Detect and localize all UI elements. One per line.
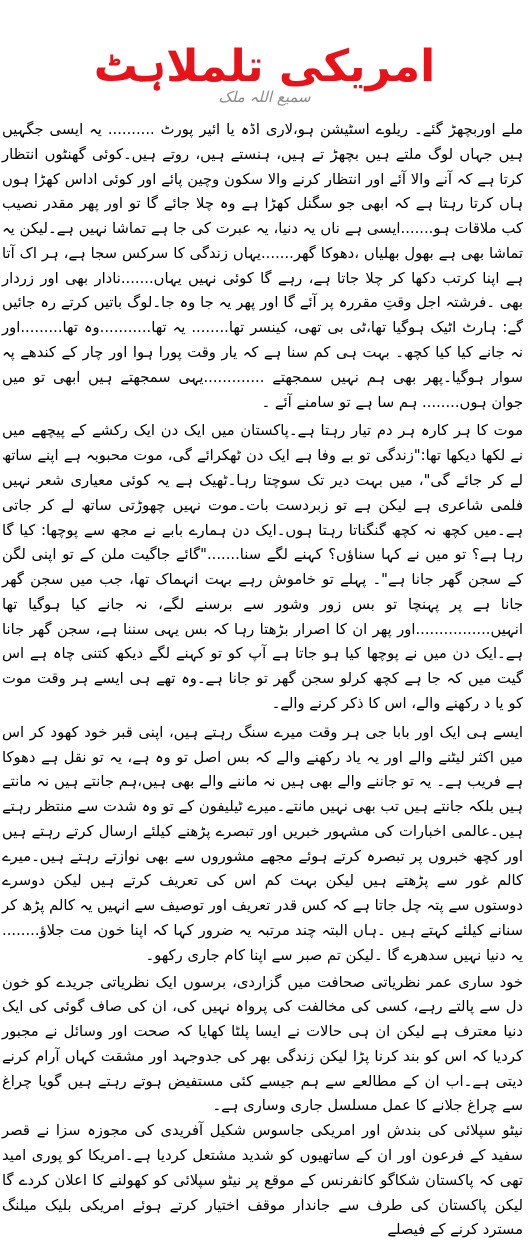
paragraph-1 xyxy=(2,118,523,415)
paragraph-text: ایسے ہی ایک اور بابا جی ہر وقت میرے سنگ رہتے ہیں، اپنی قبر خود کھود کر اس میں اکثر لیٹنے والے اور یہ یاد رکھنے والے کہ بس اصل تو وہ ہے، یہ تو نقل ہے دھوکا ہے فریب ہے۔ یہ تو جاننے والے بھی ہیں نہ ماننے والے بھی ہیں،ہم جانتے ہیں نہ مانتے ہیں بلکہ جانتے ہیں تب بھی نہیں مانتے۔میرے ٹیلیفون کے تو وہ شدت سے منتظر رہتے ہیں۔عالمی اخبارات کی مشہور خبریں اور تبصرے پڑھنے کیلئے ارسال کرتے رہتے ہیں اور کچھ خبروں پر تبصرہ کرتے ہوئے مجھے مشوروں سے بھی نوازتے رہتے ہیں۔میرے کالم غور سے پڑھتے ہیں لیکن بہت کم اس کی تعریف کرتے ہیں لیکن دوسرے دوستوں سے پتہ چل جاتا ہے کہ کس قدر تعریف اور توصیف سے انہیں یہ کالم پڑھ کر سنانے کیلئے کہتے ہیں ۔ہاں البتہ چند مرتبہ یہ ضرور کہا کہ اپنا خون مت جلاؤ........ یہ دنیا نہیں سدھرے گا ۔لیکن تم صبر سے اپنا کام جاری رکھو۔ xyxy=(2,723,523,964)
paragraph-4 xyxy=(2,971,523,1120)
paragraph-text: نیٹو سپلائی کی بندش اور امریکی جاسوس شکیل آفریدی کی مجوزہ سزا نے قصر سفید کے فرعون اور ان کے ساتھیوں کو شدید مشتعل کردیا ہے۔امریکا کو پوری امید تھی کہ پاکستان شکاگو کانفرنس کے موقع پر نیٹو سپلائی کو کھولنے کا اعلان کردے گا لیکن پاکستان کی طرف سے جاندار موقف اختیار کرتے ہوئے امریکی بلیک میلنگ مسترد کرنے کے فیصلے xyxy=(2,1122,523,1239)
paragraph-text: خود ساری عمر نظریاتی صحافت میں گزاردی، برسوں ایک نظریاتی جریدے کو خون دل سے پالتے رہے، کسی کی مخالفت کی پرواہ نہیں کی، ان کی صاف گوئی کی ایک دنیا معترف ہے لیکن ان ہی حالات نے ایسا پلٹا کھایا کہ صحت اور وسائل نے مجبور کردیا کہ اس کو بند کرنا پڑا لیکن زندگی بھر کی جدوجہد اور مشقت کہاں آرام کرنے دیتی ہے۔اب ان کے مطالعے سے ہم جیسے کئی مستفیض ہوتے رہتے ہیں گویا چراغ سے چراغ جلانے کا عمل مسلسل جاری وساری ہے۔ xyxy=(2,973,523,1115)
paragraph-3 xyxy=(2,721,523,969)
author-byline: سمیع اللہ ملک xyxy=(218,88,311,106)
paragraph-text: موت کا ہر کارہ ہر دم تیار رہتا ہے۔پاکستان میں ایک دن ایک رکشے کے پیچھے میں نے لکھا دیکھا تھا:"زندگی تو بے وفا ہے ایک دن ٹھکرائے گی، موت محبوبہ ہے اپنے ساتھ لے کر جائے گی"، میں بہت دیر تک سوچتا رہا۔ٹھیک ہے یہ کوئی معیاری شعر نہیں فلمی شاعری ہے لیکن ہے تو زبردست بات۔موت نہیں چھوڑتی ساتھ لے کر جاتی ہے۔میں کچھ نہ کچھ گنگناتا رہتا ہوں۔ایک دن ہمارے بابے نے مجھ سے پوچھا: کیا گا رہا ہے؟ تو میں نے کہا سناؤں؟ کہنے لگے سنا......."گائے جاگیت ملن کے تو اپنی لگن کے سجن گھر جانا ہے"۔ پہلے تو خاموش رہے بہت انہماک تھا، جب میں سجن گھر جانا ہے پر پہنچا تو بس زور وشور سے برسنے لگے، نہ جانے کیا ہوگیا تھا انہیں................اور پھر ان کا اصرار بڑھتا رہا کہ بس یہی سننا ہے، سجن گھر جانا ہے۔ایک دن میں نے پوچھا کیا ہو جاتا ہے آپ کو تو کہنے لگے دیکھ کتنی چاہ ہے اس گیت میں کہ جا ہے کچھ کرلو سجن گھر تو جانا ہے۔وہ تھے ہی ایسے ہر وقت موت کو یا د رکھنے والے، اس کا ذکر کرنے والے۔ xyxy=(2,422,523,712)
paragraph-2 xyxy=(2,419,523,716)
article-body xyxy=(2,118,523,1243)
paragraph-text: ملے اوربچھڑ گئے۔ ریلوے اسٹیشن ہو،لاری اڈہ یا ائیر پورٹ .......... یہ ایسی جگہیں ہیں جہاں لوگ ملتے ہیں بچھڑ تے ہیں، ہنستے ہیں، روتے ہیں۔کوئی گھنٹوں انتظار کرتا ہے کہ آنے والا آئے اور انتظار کرنے والا سکون وچین پائے اور کوئی اداس کھڑا ہوں ہاں کرتا رہتا ہے کہ ابھی جو سگنل کھڑا ہے وہ چلا جائے گا تو اور پھر مقدر نصیب کب ملاقات ہو.......ایسی ہے ناں یہ دنیا، یہ عبرت کی جا ہے تماشا نہیں ہے۔لیکن یہ تماشا بھی ہے بھول بھلیاں ،دھوکا گھر.......یہاں زندگی کا سرکس سجا ہے، ہر اک آتا ہے اپنا کرتب دکھا کر چلا جاتا ہے، رہے گا کوئی نہیں یہاں.......نادار بھی اور زردار بھی ۔فرشتہ اجل وقتِ مقررہ پر آئے گا اور پھر یہ جا وہ جا۔لوگ باتیں کرتے رہ جائیں گے: ہارٹ اٹیک ہوگیا تھا،ٹی بی تھی، کینسر تھا........ یہ تھا...........وہ تھا.........اور نہ جانے کیا کیا کچھ۔ بہت ہی کم سنا ہے کہ یار وقت پورا ہوا اور چار کے کندھے پہ سوار ہوگیا۔پھر بھی ہم نہیں سمجھتے .............یہی سمجھتے ہیں ابھی تو میں جوان ہوں........ ہم سا ہے تو سامنے آئے ۔ xyxy=(2,121,523,411)
paragraph-5 xyxy=(2,1119,523,1243)
article-title: امریکی تلملاہٹ xyxy=(93,41,436,93)
